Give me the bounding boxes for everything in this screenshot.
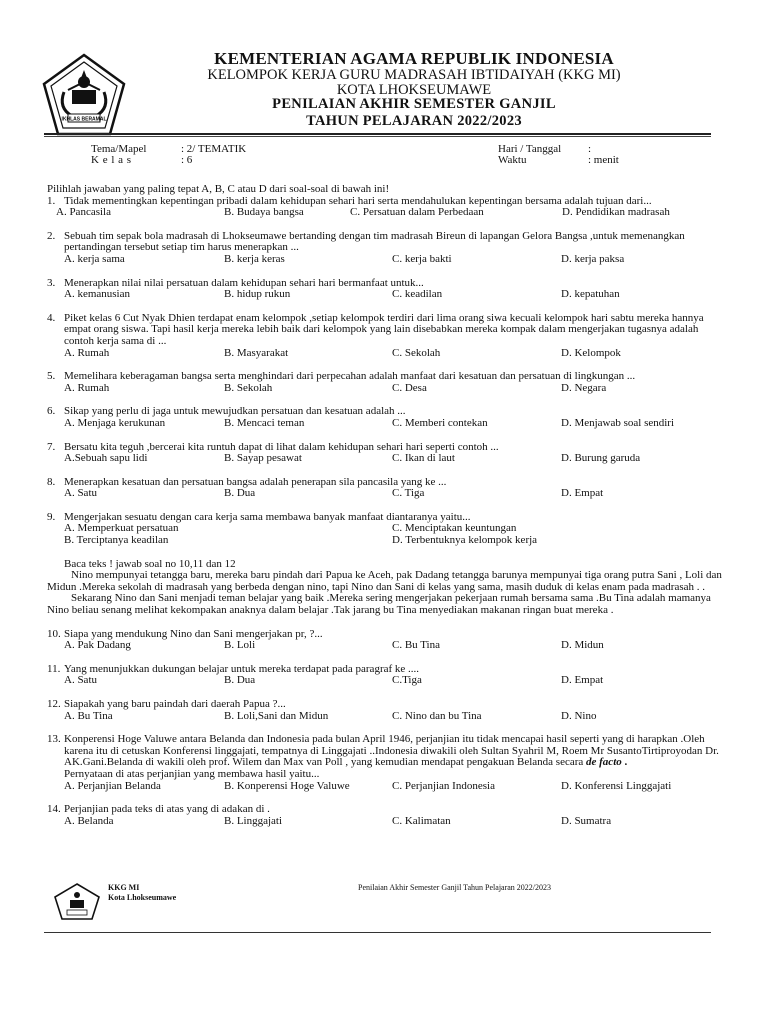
question-text: Tidak mementingkan kepentingan pribadi dalam kehidupan sehari hari serta mendahulukan kepentingan bersama adalah tujuan dari...: [64, 194, 652, 207]
option-a[interactable]: A. Belanda: [64, 814, 114, 827]
option-d[interactable]: D. Empat: [561, 487, 604, 500]
question-number: 13.: [47, 733, 61, 746]
question-14: [47, 804, 723, 816]
options-q2: [47, 254, 723, 266]
option-c[interactable]: C. Ikan di laut: [392, 452, 455, 465]
option-c[interactable]: C. Menciptakan keuntungan: [392, 522, 517, 535]
header-title-ministry: KEMENTERIAN AGAMA REPUBLIK INDONESIA: [214, 49, 614, 68]
ministry-emblem-logo: [38, 52, 130, 140]
options-q5: [47, 383, 723, 395]
passage-heading: Baca teks ! jawab soal no 10,11 dan 12: [64, 557, 236, 570]
option-b[interactable]: B. Terciptanya keadilan: [64, 534, 169, 547]
option-b[interactable]: B. kerja keras: [224, 252, 285, 265]
question-3: [47, 278, 723, 290]
option-b[interactable]: B. Dua: [224, 487, 256, 500]
question-text: Memelihara keberagaman bangsa serta menghindari dari perpecahan adalah manfaat dari kesatuan dan persatuan di lingkungan ...: [64, 370, 636, 383]
question-text: Menerapkan nilai nilai persatuan dalam kehidupan sehari hari bermanfaat untuk...: [64, 276, 424, 289]
option-a[interactable]: A. Memperkuat persatuan: [64, 522, 179, 535]
option-d[interactable]: D. Kelompok: [561, 346, 621, 359]
option-d[interactable]: D. Pendidikan madrasah: [562, 206, 670, 219]
footer-org-city: Kota Lhokseumawe: [108, 893, 177, 902]
kelas-value: : 6: [181, 154, 193, 166]
option-a[interactable]: A. Bu Tina: [64, 709, 113, 722]
options-q14: [47, 816, 723, 828]
option-b[interactable]: B. Dua: [224, 674, 256, 687]
question-number: 1.: [47, 194, 56, 207]
question-text: Konperensi Hoge Valuwe antara Belanda dan Indonesia pada bulan April 1946, perjanjian itu tidak mencapai hasil seperti yang di harapkan .Oleh karena itu di cetuskan Konferensi linggajati, tempatnya di Linggajati ..Indonesia diwakili oleh Sultan Syahril M, Roem Mr SusantoTirtiproyodan Dr. AK.Gani.Belanda di wakili oleh prof. Wilem dan Max van Poll , yang kemudian mendapat pengakuan Belanda secara: [64, 733, 719, 769]
option-a[interactable]: A. Satu: [64, 487, 97, 500]
question-number: 12.: [47, 698, 61, 710]
option-b[interactable]: B. Masyarakat: [224, 346, 289, 359]
question-number: 7.: [47, 440, 56, 453]
option-b[interactable]: B. hidup rukun: [224, 288, 291, 301]
question-number: 14.: [47, 803, 61, 816]
footer-caption: Penilaian Akhir Semester Ganjil Tahun Pelajaran 2022/2023: [358, 883, 552, 892]
option-b[interactable]: B. Loli: [224, 639, 256, 652]
kelas-label: K e l a s: [91, 154, 132, 166]
option-c[interactable]: C. Nino dan bu Tina: [392, 709, 482, 722]
header-title-exam: PENILAIAN AKHIR SEMESTER GANJIL: [272, 96, 556, 112]
option-a[interactable]: A. Rumah: [64, 381, 110, 394]
question-13: [47, 734, 723, 780]
option-c[interactable]: C. Desa: [392, 381, 427, 394]
question-11: [47, 664, 723, 676]
option-b[interactable]: B. Konperensi Hoge Valuwe: [224, 779, 350, 792]
question-text: Siapa yang mendukung Nino dan Sani mengerjakan pr, ?...: [64, 627, 323, 640]
question-text: Yang menunjukkan dukungan belajar untuk mereka terdapat pada paragraf ke ....: [64, 662, 420, 675]
option-b[interactable]: B. Loli,Sani dan Midun: [224, 709, 329, 722]
header-title-kkg: KELOMPOK KERJA GURU MADRASAH IBTIDAIYAH (KKG MI): [207, 67, 621, 83]
option-d[interactable]: D. Midun: [561, 639, 604, 652]
question-number: 6.: [47, 405, 56, 418]
question-12: [47, 699, 723, 711]
options-q4: [47, 348, 723, 360]
option-b[interactable]: B. Linggajati: [224, 814, 283, 827]
question-7: [47, 442, 723, 454]
option-c[interactable]: C. Kalimatan: [392, 814, 451, 827]
tema-value: : 2/ TEMATIK: [181, 143, 247, 155]
question-number: 4.: [47, 311, 56, 324]
question-text: Siapakah yang baru paindah dari daerah Papua ?...: [64, 698, 286, 710]
question-text-end: .: [621, 756, 628, 769]
logo-motto-text: IKHLAS BERAMAL: [61, 116, 107, 123]
options-q1: [47, 207, 723, 219]
option-d[interactable]: D. Konferensi Linggajati: [561, 779, 672, 792]
option-c[interactable]: C. Bu Tina: [392, 639, 440, 652]
options-q13: [47, 781, 723, 793]
option-d[interactable]: D. kepatuhan: [561, 288, 620, 301]
options-q12: [47, 711, 723, 723]
waktu-value: : menit: [588, 154, 619, 166]
options-q11: [47, 675, 723, 687]
option-c[interactable]: C. Perjanjian Indonesia: [392, 779, 495, 792]
options-q7: [47, 453, 723, 465]
option-a[interactable]: A. kemanusian: [64, 288, 130, 301]
option-a[interactable]: A. kerja sama: [64, 252, 125, 265]
option-c[interactable]: C. Persatuan dalam Perbedaan: [350, 206, 484, 219]
option-d[interactable]: D. Nino: [561, 709, 597, 722]
passage-paragraph-2: Sekarang Nino dan Sani menjadi teman belajar yang baik .Mereka sering mengerjakan pekerjaan rumah bersama sama .Bu Tina adalah mamanya Nino beliau senang melihat kekompakan anaknya dalam belajar .Tak jarang bu Tina menyediakan makanan ringan buat mereka .: [47, 592, 711, 617]
options-q6: [47, 418, 723, 430]
option-b[interactable]: B. Mencaci teman: [224, 416, 305, 429]
option-a[interactable]: A.Sebuah sapu lidi: [64, 452, 148, 465]
option-c[interactable]: C.Tiga: [392, 674, 422, 687]
option-c[interactable]: C. Tiga: [392, 487, 425, 500]
footer-divider: [44, 932, 711, 933]
question-number: 2.: [47, 229, 56, 242]
question-statement: Pernyataan di atas perjanjian yang membawa hasil yaitu...: [64, 767, 320, 780]
option-a[interactable]: A. Satu: [64, 674, 97, 687]
question-2: [47, 231, 723, 254]
options-q10: [47, 640, 723, 652]
option-d[interactable]: D. Negara: [561, 381, 607, 394]
option-b[interactable]: B. Budaya bangsa: [224, 206, 304, 219]
question-number: 8.: [47, 475, 56, 488]
question-text: Piket kelas 6 Cut Nyak Dhien terdapat enam kelompok ,setiap kelompok terdiri dari lima orang siwa kecuali kelompok hari sabtu mereka hannya empat orang siswa. Tapi hasil kerja mereka lebih baik dari kelompok yang lain disebabkan mereka kompak dalam mengerjakan tugasnya adalah contoh kerja sama di ...: [64, 311, 704, 347]
option-a[interactable]: A. Menjaga kerukunan: [64, 416, 166, 429]
option-c[interactable]: C. Sekolah: [392, 346, 441, 359]
hari-tanggal-value: :: [588, 143, 592, 155]
footer-org-name: KKG MI: [108, 883, 140, 892]
options-q3: [47, 289, 723, 301]
question-text: Sebuah tim sepak bola madrasah di Lhokseumawe bertanding dengan tim madrasah Bireun di lapangan Gelora Bangsa ,untuk memenangkan pertandingan tersebut setiap tim harus menerapkan ...: [64, 229, 685, 254]
option-d[interactable]: D. Burung garuda: [561, 452, 641, 465]
option-b[interactable]: B. Sayap pesawat: [224, 452, 302, 465]
question-8: [47, 477, 723, 489]
passage-paragraph-1: Nino mempunyai tetangga baru, mereka baru pindah dari Papua ke Aceh, pak Dadang tetangga barunya mempunyai tiga orang putra Sani , Loli dan Midun .Mereka sekolah di madrasah yang berbeda dengan nino, tapi Nino dan Sani di kelas yang sama, masih duduk di kelas enam pada madrasah . .: [47, 569, 722, 593]
question-text: Perjanjian pada teks di atas yang di adakan di .: [64, 803, 270, 816]
hari-tanggal-label: Hari / Tanggal: [498, 143, 562, 155]
question-text: Mengerjakan sesuatu dengan cara kerja sama membawa banyak manfaat diantaranya yaitu...: [64, 510, 471, 523]
header-divider-thick: [44, 133, 711, 135]
option-d[interactable]: D. Terbentuknya kelompok kerja: [392, 534, 538, 547]
option-d[interactable]: D. kerja paksa: [561, 252, 625, 265]
header-title-year: TAHUN PELAJARAN 2022/2023: [306, 113, 522, 129]
question-number: 10.: [47, 627, 61, 640]
question-4: [47, 313, 723, 348]
option-a[interactable]: A. Pak Dadang: [64, 639, 131, 652]
option-d[interactable]: D. Empat: [561, 674, 604, 687]
option-d[interactable]: D. Sumatra: [561, 814, 612, 827]
option-a[interactable]: A. Pancasila: [56, 206, 111, 219]
tema-label: Tema/Mapel: [91, 143, 147, 155]
waktu-label: Waktu: [498, 154, 527, 166]
exam-content: [47, 184, 723, 827]
options-q8: [47, 488, 723, 500]
question-text: Sikap yang perlu di jaga untuk mewujudkan persatuan dan kesatuan adalah ...: [64, 405, 406, 418]
question-number: 9.: [47, 510, 56, 523]
option-a[interactable]: A. Perjanjian Belanda: [64, 779, 161, 792]
option-c[interactable]: C. kerja bakti: [392, 252, 452, 265]
question-10: [47, 629, 723, 641]
question-5: [47, 371, 723, 383]
question-6: [47, 406, 723, 418]
question-text: Menerapkan kesatuan dan persatuan bangsa adalah penerapan sila pancasila yang ke ...: [64, 475, 447, 488]
question-9: [47, 512, 723, 524]
question-1: [47, 196, 723, 208]
option-c[interactable]: C. keadilan: [392, 288, 443, 301]
footer-emblem-logo: [52, 883, 102, 921]
question-number: 3.: [47, 276, 56, 289]
option-d[interactable]: D. Menjawab soal sendiri: [561, 416, 675, 429]
option-a[interactable]: A. Rumah: [64, 346, 110, 359]
header-title-city: KOTA LHOKSEUMAWE: [336, 82, 492, 98]
question-emphasis-text: de facto: [586, 756, 622, 769]
question-number: 11.: [47, 662, 61, 675]
question-text: Bersatu kita teguh ,bercerai kita runtuh dapat di lihat dalam kehidupan sehari hari seperti contoh ...: [64, 440, 499, 453]
question-number: 5.: [47, 370, 56, 383]
instruction-text: Pilihlah jawaban yang paling tepat A, B, C atau D dari soal-soal di bawah ini!: [47, 183, 390, 195]
option-b[interactable]: B. Sekolah: [224, 381, 273, 394]
options-q9: [47, 523, 723, 546]
option-c[interactable]: C. Memberi contekan: [392, 416, 488, 429]
header-divider-thin: [44, 136, 711, 137]
